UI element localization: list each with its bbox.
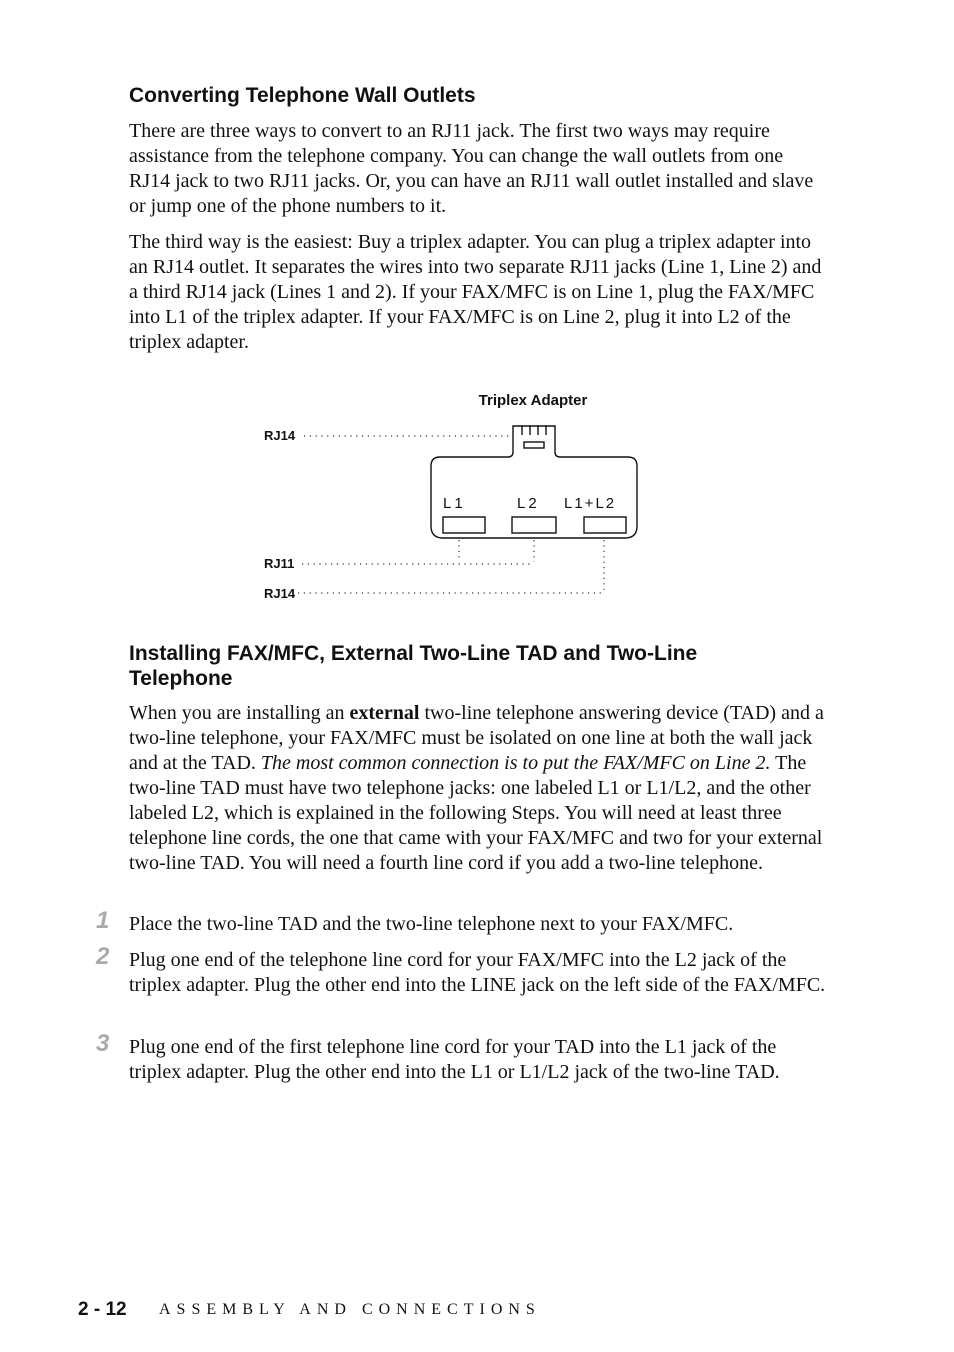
label-rj14-bottom: RJ14 — [264, 586, 296, 601]
paragraph-installing-intro — [129, 701, 829, 876]
triplex-adapter-diagram — [0, 380, 954, 620]
jack-l1l2 — [584, 517, 626, 533]
step-3-number: 3 — [96, 1030, 110, 1057]
rj14-plug — [513, 426, 555, 448]
jack-l2 — [512, 517, 556, 533]
step-1-number: 1 — [96, 907, 110, 934]
heading-line-1: Installing FAX/MFC, External Two-Line TAD and Two-Line — [129, 642, 698, 665]
paragraph-ways-to-convert: There are three ways to convert to an RJ11 jack. The first two ways may require assistance from the telephone company. You can change the wall outlets from one RJ14 jack to two RJ11 jacks. Or, you can have an RJ11 wall outlet installed and slave or jump one of the phone numbers to it. — [129, 120, 814, 217]
intro-part-b: two-line telephone answering device (TAD) and a two-line telephone, your FAX/MFC must be isolated on one line at both the wall jack and at the TAD. — [129, 702, 824, 774]
intro-part-c: The two-line TAD must have two telephone jacks: one labeled L1 or L1/L2, and the other labeled L2, which is explained in the following Steps. You will need at least three telephone line cords, the one that came with your FAX/MFC and two for your external two-line TAD. You will need a fourth line cord if you add a two-line telephone. — [129, 752, 823, 874]
heading-line-2: Telephone — [129, 667, 233, 690]
step-2-number: 2 — [96, 943, 110, 970]
paragraph-triplex-adapter: The third way is the easiest: Buy a triplex adapter. You can plug a triplex adapter into an RJ14 outlet. It separates the wires into two separate RJ11 jacks (Line 1, Line 2) and a third RJ14 jack (Lines 1 and 2). If your FAX/MFC is on Line 1, plug the FAX/MFC into L1 of the triplex adapter. If your FAX/MFC is on Line 2, plug it into L2 of the triplex adapter. — [129, 231, 822, 353]
intro-italic-note: The most common connection is to put the FAX/MFC on Line 2. — [260, 752, 771, 774]
section-heading-installing — [129, 641, 697, 691]
page-number: 2 - 12 — [78, 1299, 127, 1320]
jack-label-l1l2: L1+L2 — [564, 495, 617, 512]
adapter-body — [431, 446, 637, 538]
step-1-text: Place the two-line TAD and the two-line telephone next to your FAX/MFC. — [129, 913, 734, 935]
step-3-text: Plug one end of the first telephone line cord for your TAD into the L1 jack of the triplex adapter. Plug the other end into the L1 or L1/L2 jack of the two-line TAD. — [129, 1036, 780, 1083]
intro-part-a: When you are installing an — [129, 702, 350, 724]
label-rj14-top: RJ14 — [264, 428, 296, 443]
intro-bold-external: external — [349, 702, 420, 724]
section-heading-converting: Converting Telephone Wall Outlets — [129, 84, 476, 107]
step-2-text: Plug one end of the telephone line cord for your FAX/MFC into the L2 jack of the triplex adapter. Plug the other end into the LINE jack on the left side of the FAX/MFC. — [129, 949, 826, 996]
jack-label-l2: L2 — [517, 495, 540, 512]
jack-label-l1: L1 — [443, 495, 466, 512]
chapter-title: ASSEMBLY AND CONNECTIONS — [159, 1301, 541, 1318]
diagram-title: Triplex Adapter — [478, 392, 588, 409]
label-rj11: RJ11 — [264, 556, 295, 571]
jack-l1 — [443, 517, 485, 533]
